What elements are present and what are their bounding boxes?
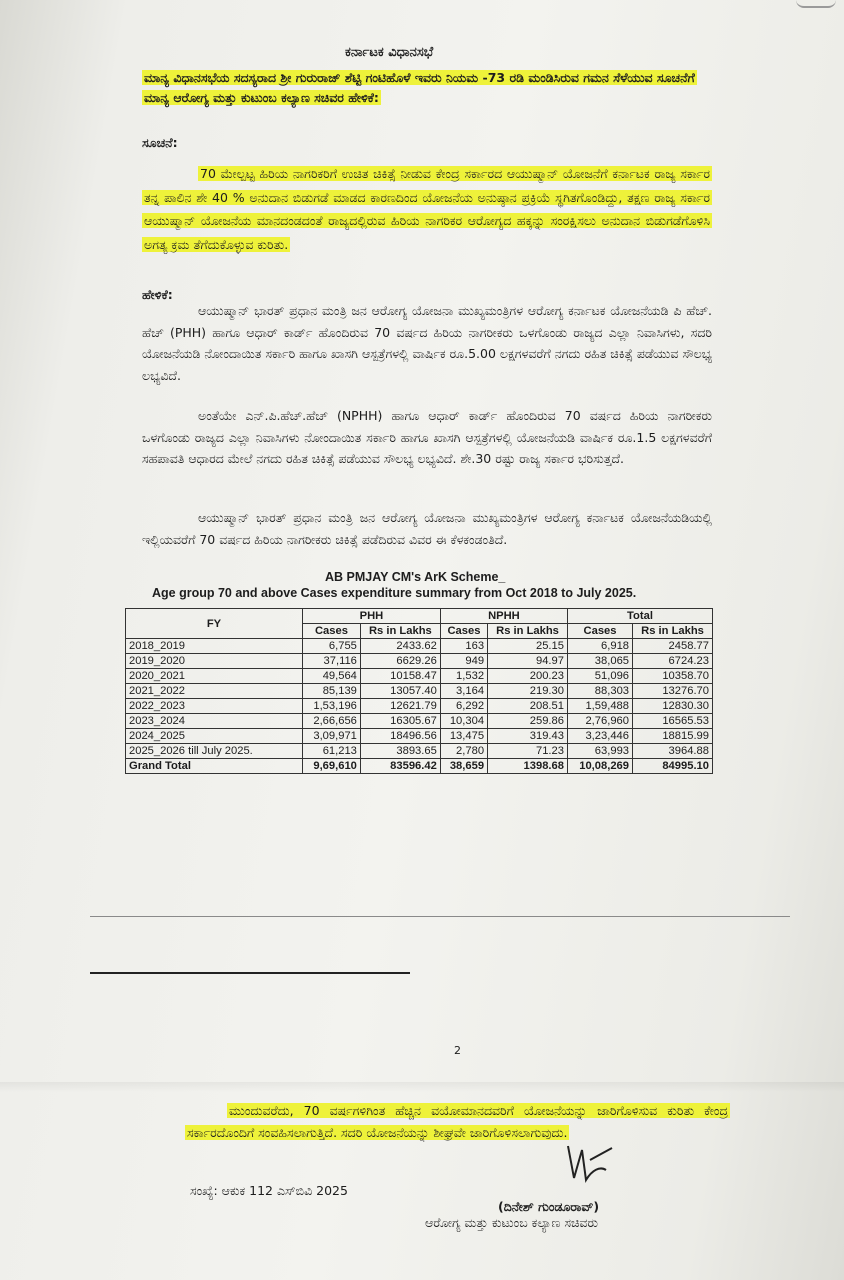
continuation-text bbox=[185, 1100, 730, 1144]
table-row bbox=[126, 684, 713, 699]
notice-text bbox=[142, 162, 712, 256]
cell-total-rs: 10358.70 bbox=[633, 669, 713, 684]
cell-total-rs: 6724.23 bbox=[633, 654, 713, 669]
statement-label: ಹೇಳಿಕೆ: bbox=[142, 287, 173, 302]
signature bbox=[560, 1140, 620, 1200]
notice-highlight: 70 ಮೇಲ್ಪಟ್ಟ ಹಿರಿಯ ನಾಗರಿಕರಿಗೆ ಉಚಿತ ಚಿಕಿತ್ಸೆ ನೀಡುವ ಕೇಂದ್ರ ಸರ್ಕಾರದ ಆಯುಷ್ಮಾನ್ ಯೋಜನೆಗೆ ಕರ್ನಾಟಕ ರಾಜ್ಯ ಸರ್ಕಾರ ತನ್ನ ಪಾಲಿನ ಶೇ 40 % ಅನುದಾನ ಬಿಡುಗಡೆ ಮಾಡದ ಕಾರಣದಿಂದ ಯೋಜನೆಯ ಅನುಷ್ಠಾನ ಪ್ರಕ್ರಿಯೆ ಸ್ಥಗಿತಗೊಂಡಿದ್ದು, ತಕ್ಷಣ ರಾಜ್ಯ ಸರ್ಕಾರ ಆಯುಷ್ಮಾನ್ ಯೋಜನೆಯ ಮಾನದಂಡದಂತೆ ರಾಜ್ಯದಲ್ಲಿರುವ ಹಿರಿಯ ನಾಗರಿಕರ ಆರೋಗ್ಯದ ಹಕ್ಕನ್ನು ಸಂರಕ್ಷಿಸಲು ಅನುದಾನ ಬಿಡುಗಡೆಗೊಳಿಸಿ ಅಗತ್ಯ ಕ್ರಮ ತೆಗೆದುಕೊಳ್ಳುವ ಕುರಿತು. bbox=[144, 166, 710, 252]
cell-phh-rs: 6629.26 bbox=[360, 654, 440, 669]
table-row bbox=[126, 654, 713, 669]
cell-total-cases: 6,918 bbox=[567, 639, 632, 654]
cell-total-cases: 10,08,269 bbox=[567, 759, 632, 774]
cell-fy: 2018_2019 bbox=[126, 639, 303, 654]
group-header-total: Total bbox=[567, 609, 712, 624]
subheader-cases: Cases bbox=[567, 624, 632, 639]
cell-nphh-rs: 219.30 bbox=[488, 684, 568, 699]
cell-nphh-rs: 1398.68 bbox=[488, 759, 568, 774]
cell-total-cases: 51,096 bbox=[567, 669, 632, 684]
cell-fy: Grand Total bbox=[126, 759, 303, 774]
subheader-cases: Cases bbox=[440, 624, 487, 639]
cell-phh-cases: 1,53,196 bbox=[303, 699, 361, 714]
divider-line bbox=[90, 916, 790, 917]
cell-fy: 2025_2026 till July 2025. bbox=[126, 744, 303, 759]
cell-phh-cases: 37,116 bbox=[303, 654, 361, 669]
divider-line-dark bbox=[90, 972, 410, 974]
table-subtitle: Age group 70 and above Cases expenditure summary from Oct 2018 to July 2025. bbox=[152, 586, 637, 600]
cell-phh-rs: 83596.42 bbox=[360, 759, 440, 774]
cell-phh-rs: 16305.67 bbox=[360, 714, 440, 729]
signatory-designation: ಆರೋಗ್ಯ ಮತ್ತು ಕುಟುಂಬ ಕಲ್ಯಾಣ ಸಚಿವರು bbox=[425, 1215, 598, 1230]
cell-nphh-rs: 259.86 bbox=[488, 714, 568, 729]
cell-phh-cases: 85,139 bbox=[303, 684, 361, 699]
subheader-rs: Rs in Lakhs bbox=[488, 624, 568, 639]
table-row bbox=[126, 639, 713, 654]
col-fy-header: FY bbox=[126, 609, 303, 639]
cell-phh-rs: 12621.79 bbox=[360, 699, 440, 714]
page-corner-mark bbox=[796, 0, 836, 8]
cell-nphh-cases: 13,475 bbox=[440, 729, 487, 744]
cell-nphh-rs: 319.43 bbox=[488, 729, 568, 744]
statement-para-3: ಆಯುಷ್ಮಾನ್ ಭಾರತ್ ಪ್ರಧಾನ ಮಂತ್ರಿ ಜನ ಆರೋಗ್ಯ ಯೋಜನಾ ಮುಖ್ಯಮಂತ್ರಿಗಳ ಆರೋಗ್ಯ ಕರ್ನಾಟಕ ಯೋಜನೆಯಡಿಯಲ್ಲಿ ಇಲ್ಲಿಯವರೆಗೆ 70 ವರ್ಷದ ಹಿರಿಯ ನಾಗರೀಕರು ಚಿಕಿತ್ಸೆ ಪಡೆದಿರುವ ವಿವರ ಈ ಕೆಳಕಂಡಂತಿದೆ. bbox=[142, 510, 712, 547]
cell-phh-rs: 10158.47 bbox=[360, 669, 440, 684]
table-row bbox=[126, 729, 713, 744]
cell-nphh-rs: 25.15 bbox=[488, 639, 568, 654]
group-header-nphh: NPHH bbox=[440, 609, 567, 624]
cell-phh-cases: 2,66,656 bbox=[303, 714, 361, 729]
cell-nphh-rs: 71.23 bbox=[488, 744, 568, 759]
cell-fy: 2021_2022 bbox=[126, 684, 303, 699]
cell-nphh-cases: 3,164 bbox=[440, 684, 487, 699]
cell-phh-cases: 9,69,610 bbox=[303, 759, 361, 774]
cell-total-rs: 84995.10 bbox=[633, 759, 713, 774]
cell-fy: 2020_2021 bbox=[126, 669, 303, 684]
table-row bbox=[126, 669, 713, 684]
cell-nphh-cases: 38,659 bbox=[440, 759, 487, 774]
notice-label: ಸೂಚನೆ: bbox=[142, 135, 178, 150]
cell-phh-cases: 61,213 bbox=[303, 744, 361, 759]
cell-fy: 2023_2024 bbox=[126, 714, 303, 729]
cell-phh-rs: 3893.65 bbox=[360, 744, 440, 759]
cell-phh-rs: 2433.62 bbox=[360, 639, 440, 654]
cell-total-rs: 18815.99 bbox=[633, 729, 713, 744]
subheader-cases: Cases bbox=[303, 624, 361, 639]
cell-phh-cases: 6,755 bbox=[303, 639, 361, 654]
cell-total-rs: 12830.30 bbox=[633, 699, 713, 714]
cell-nphh-cases: 2,780 bbox=[440, 744, 487, 759]
group-header-phh: PHH bbox=[303, 609, 441, 624]
statement-para-1: ಆಯುಷ್ಮಾನ್ ಭಾರತ್ ಪ್ರಧಾನ ಮಂತ್ರಿ ಜನ ಆರೋಗ್ಯ ಯೋಜನಾ ಮುಖ್ಯಮಂತ್ರಿಗಳ ಆರೋಗ್ಯ ಕರ್ನಾಟಕ ಯೋಜನೆಯಡಿ ಪಿ ಹೆಚ್. ಹೆಚ್ (PHH) ಹಾಗೂ ಆಧಾರ್ ಕಾರ್ಡ್ ಹೊಂದಿರುವ 70 ವರ್ಷದ ಹಿರಿಯ ನಾಗರೀಕರು ಒಳಗೊಂಡು ರಾಜ್ಯದ ಎಲ್ಲಾ ನಿವಾಸಿಗಳು, ಸದರಿ ಯೋಜನೆಯಡಿ ನೋಂದಾಯಿತ ಸರ್ಕಾರಿ ಹಾಗೂ ಖಾಸಗಿ ಆಸ್ಪತ್ರೆಗಳಲ್ಲಿ ವಾರ್ಷಿಕ ರೂ.5.00 ಲಕ್ಷಗಳವರೆಗೆ ನಗದು ರಹಿತ ಚಿಕಿತ್ಸೆ ಪಡೆಯುವ ಸೌಲಭ್ಯ ಲಭ್ಯವಿದೆ. bbox=[142, 303, 712, 383]
cell-nphh-rs: 208.51 bbox=[488, 699, 568, 714]
page-break-shadow bbox=[0, 1082, 844, 1092]
cell-total-cases: 2,76,960 bbox=[567, 714, 632, 729]
cell-total-cases: 63,993 bbox=[567, 744, 632, 759]
cell-total-cases: 88,303 bbox=[567, 684, 632, 699]
cell-total-rs: 13276.70 bbox=[633, 684, 713, 699]
document-title: ಕರ್ನಾಟಕ ವಿಧಾನಸಭೆ bbox=[345, 45, 434, 60]
grand-total-row bbox=[126, 759, 713, 774]
cell-total-cases: 1,59,488 bbox=[567, 699, 632, 714]
cell-nphh-rs: 94.97 bbox=[488, 654, 568, 669]
reference-number: ಸಂಖ್ಯೆ: ಆಕುಕ 112 ಎಸ್‌ಬಿವಿ 2025 bbox=[190, 1183, 348, 1198]
cell-phh-rs: 18496.56 bbox=[360, 729, 440, 744]
cell-phh-cases: 3,09,971 bbox=[303, 729, 361, 744]
cell-nphh-rs: 200.23 bbox=[488, 669, 568, 684]
cases-expenditure-table bbox=[125, 608, 713, 774]
continuation-highlight: ಮುಂದುವರೆದು, 70 ವರ್ಷಗಳಿಗಿಂತ ಹೆಚ್ಚಿನ ವಯೋಮಾನದವರಿಗೆ ಯೋಜನೆಯನ್ನು ಜಾರಿಗೊಳಿಸುವ ಕುರಿತು ಕೇಂದ್ರ ಸರ್ಕಾರದೊಂದಿಗೆ ಸಂವಹಿಸಲಾಗುತ್ತಿದೆ. ಸದರಿ ಯೋಜನೆಯನ್ನು ಶೀಘ್ರವೇ ಜಾರಿಗೊಳಿಸಲಾಗುವುದು. bbox=[187, 1103, 728, 1140]
subheader-rs: Rs in Lakhs bbox=[360, 624, 440, 639]
cell-total-cases: 3,23,446 bbox=[567, 729, 632, 744]
cell-fy: 2022_2023 bbox=[126, 699, 303, 714]
cell-fy: 2024_2025 bbox=[126, 729, 303, 744]
table-row bbox=[126, 714, 713, 729]
statement-para-2: ಅಂತೆಯೇ ಎನ್.ಪಿ.ಹೆಚ್.ಹೆಚ್ (NPHH) ಹಾಗೂ ಆಧಾರ್ ಕಾರ್ಡ್ ಹೊಂದಿರುವ 70 ವರ್ಷದ ಹಿರಿಯ ನಾಗರೀಕರು ಒಳಗೊಂಡು ರಾಜ್ಯದ ಎಲ್ಲಾ ನಿವಾಸಿಗಳು ನೋಂದಾಯಿತ ಸರ್ಕಾರಿ ಹಾಗೂ ಖಾಸಗಿ ಆಸ್ಪತ್ರೆಗಳಲ್ಲಿ ಯೋಜನೆಯಡಿ ವಾರ್ಷಿಕ ರೂ.1.5 ಲಕ್ಷಗಳವರೆಗೆ ಸಹಪಾವತಿ ಆಧಾರದ ಮೇಲೆ ನಗದು ರಹಿತ ಚಿಕಿತ್ಸೆ ಪಡೆಯುವ ಸೌಲಭ್ಯ ಲಭ್ಯವಿದೆ. ಶೇ.30 ರಷ್ಟು ರಾಜ್ಯ ಸರ್ಕಾರ ಭರಿಸುತ್ತದೆ. bbox=[142, 408, 712, 466]
cell-phh-rs: 13057.40 bbox=[360, 684, 440, 699]
cell-fy: 2019_2020 bbox=[126, 654, 303, 669]
cell-nphh-cases: 6,292 bbox=[440, 699, 487, 714]
page-number: 2 bbox=[454, 1044, 461, 1057]
table-row bbox=[126, 699, 713, 714]
cell-nphh-cases: 163 bbox=[440, 639, 487, 654]
cell-total-rs: 2458.77 bbox=[633, 639, 713, 654]
cell-total-cases: 38,065 bbox=[567, 654, 632, 669]
cell-phh-cases: 49,564 bbox=[303, 669, 361, 684]
intro-highlight: ಮಾನ್ಯ ವಿಧಾನಸಭೆಯ ಸದಸ್ಯರಾದ ಶ್ರೀ ಗುರುರಾಜ್ ಶೆಟ್ಟಿ ಗಂಟಿಹೊಳೆ ಇವರು ನಿಯಮ -73 ರಡಿ ಮಂಡಿಸಿರುವ ಗಮನ ಸೆಳೆಯುವ ಸೂಚನೆಗೆ ಮಾನ್ಯ ಆರೋಗ್ಯ ಮತ್ತು ಕುಟುಂಬ ಕಲ್ಯಾಣ ಸಚಿವರ ಹೇಳಿಕೆ: bbox=[144, 70, 695, 105]
signatory-name: (ದಿನೇಶ್ ಗುಂಡೂರಾವ್) bbox=[498, 1199, 600, 1214]
subheader-rs: Rs in Lakhs bbox=[633, 624, 713, 639]
intro-text bbox=[142, 68, 712, 108]
table-row bbox=[126, 744, 713, 759]
cell-nphh-cases: 1,532 bbox=[440, 669, 487, 684]
cell-total-rs: 16565.53 bbox=[633, 714, 713, 729]
table-title: AB PMJAY CM's ArK Scheme_ bbox=[325, 570, 506, 584]
cell-nphh-cases: 949 bbox=[440, 654, 487, 669]
cell-total-rs: 3964.88 bbox=[633, 744, 713, 759]
cell-nphh-cases: 10,304 bbox=[440, 714, 487, 729]
